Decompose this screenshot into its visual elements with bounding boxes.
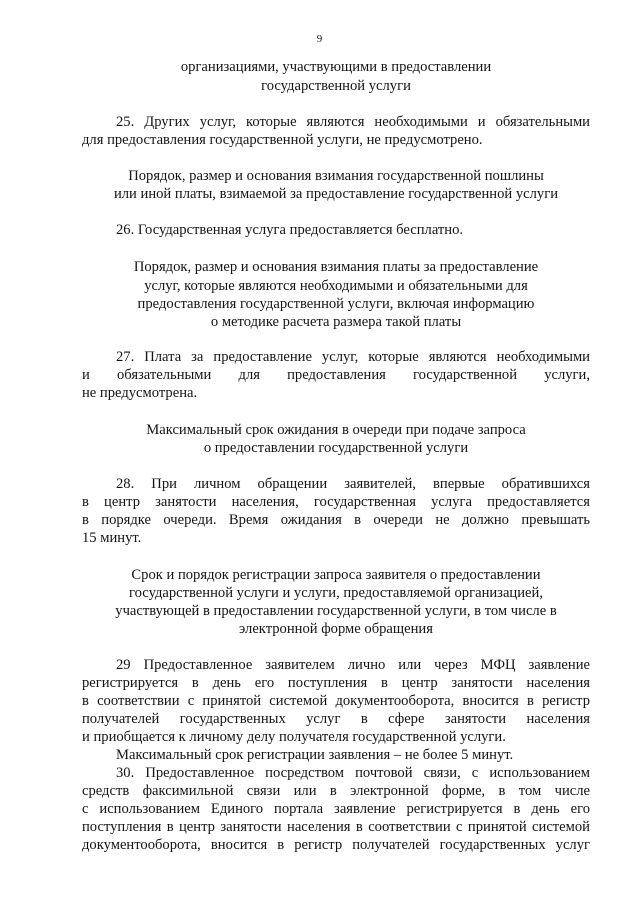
heading-line: электронной форме обращения xyxy=(239,621,433,637)
paragraph-line: и обязательными для предоставления государственной услуги, xyxy=(82,367,590,383)
paragraph-line: для предоставления государственной услуги, не предусмотрено. xyxy=(82,132,483,148)
paragraph-line: 27. Плата за предоставление услуг, которые являются необходимыми xyxy=(116,349,590,365)
heading-line: государственной услуги xyxy=(261,78,411,94)
paragraph-line: средств факсимильной связи или в электронной форме, в том числе xyxy=(82,783,590,799)
heading-line: участвующей в предоставлении государственной услуги, в том числе в xyxy=(115,603,557,619)
paragraph-line: не предусмотрена. xyxy=(82,385,198,401)
paragraph-line: 30. Предоставленное посредством почтовой связи, с использованием xyxy=(116,765,590,781)
paragraph-line: регистрируется в день его поступления в центр занятости населения xyxy=(82,675,590,691)
paragraph-line: 25. Других услуг, которые являются необходимыми и обязательными xyxy=(116,114,590,130)
heading-line: или иной платы, взимаемой за предоставление государственной услуги xyxy=(113,186,559,202)
paragraph-line: в соответствии с принятой системой документооборота, вносится в регистр xyxy=(82,693,590,709)
paragraph-line: получателей государственных услуг в сфере занятости населения xyxy=(82,711,590,727)
heading-line: Максимальный срок ожидания в очереди при подаче запроса xyxy=(146,422,526,438)
heading-line: предоставления государственной услуги, включая информацию xyxy=(137,296,535,312)
page-number: 9 xyxy=(316,33,323,45)
heading-line: о предоставлении государственной услуги xyxy=(203,440,469,456)
paragraph-line: 28. При личном обращении заявителей, впервые обратившихся xyxy=(116,476,590,492)
heading-line: государственной услуги и услуги, предоставляемой организацией, xyxy=(129,585,543,601)
heading-line: о методике расчета размера такой платы xyxy=(210,314,462,330)
heading-line: Срок и порядок регистрации запроса заявителя о предоставлении xyxy=(131,567,541,583)
paragraph-line: и приобщается к личному делу получателя государственной услуги. xyxy=(82,729,506,745)
paragraph-line: Максимальный срок регистрации заявления – не более 5 минут. xyxy=(116,747,514,763)
paragraph-line: 15 минут. xyxy=(82,530,142,546)
paragraph-line: 29 Предоставленное заявителем лично или через МФЦ заявление xyxy=(116,657,590,673)
paragraph-line: поступления в центр занятости населения в соответствии с принятой системой xyxy=(82,819,590,835)
heading-line: услуг, которые являются необходимыми и обязательными для xyxy=(144,278,528,294)
paragraph-line: в центр занятости населения, государственная услуга предоставляется xyxy=(82,494,590,510)
paragraph-line: 26. Государственная услуга предоставляется бесплатно. xyxy=(116,222,464,238)
paragraph-line: с использованием Единого портала заявление регистрируется в день его xyxy=(82,801,590,817)
paragraph-line: в порядке очереди. Время ожидания в очереди не должно превышать xyxy=(82,512,590,528)
heading-line: Порядок, размер и основания взимания государственной пошлины xyxy=(128,168,544,184)
heading-line: организациями, участвующими в предоставлении xyxy=(180,59,492,75)
heading-line: Порядок, размер и основания взимания платы за предоставление xyxy=(133,259,539,275)
paragraph-line: документооборота, вносится в регистр получателей государственных услуг xyxy=(82,837,590,853)
